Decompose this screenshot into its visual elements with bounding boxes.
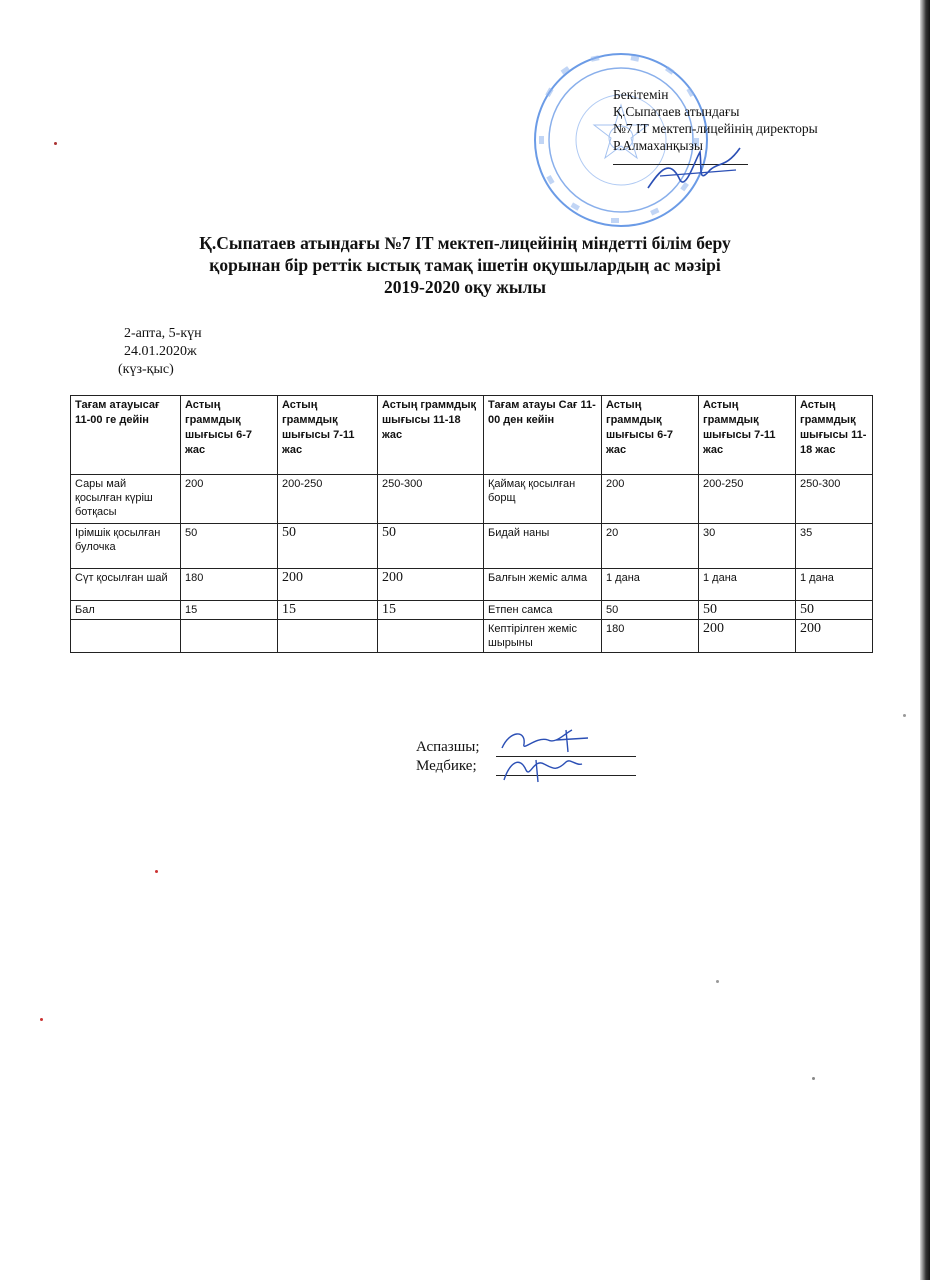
menu-table <box>70 395 873 653</box>
director-signature <box>640 140 750 195</box>
portion-cell: 20 <box>602 524 699 569</box>
dish-cell: Етпен самса <box>484 601 602 620</box>
header-cell: Астың граммдық шығысы 6-7 жас <box>181 396 278 475</box>
portion-cell: 15 <box>378 601 484 620</box>
season: (күз-қыс) <box>118 362 174 377</box>
approval-line: Қ.Сыпатаев атындағы <box>613 104 740 119</box>
dish-cell: Бидай наны <box>484 524 602 569</box>
table-row <box>71 524 873 569</box>
header-cell: Астың граммдық шығысы 11-18 жас <box>378 396 484 475</box>
header-cell: Астың граммдық шығысы 11-18 жас <box>796 396 873 475</box>
document-title <box>0 232 930 298</box>
approval-line: №7 IT мектеп-лицейінің директоры <box>613 121 818 136</box>
portion-cell: 1 дана <box>699 569 796 601</box>
portion-cell: 50 <box>796 601 873 620</box>
portion-cell: 200 <box>278 569 378 601</box>
title-line: 2019-2020 оқу жылы <box>384 277 546 297</box>
dish-cell: Бал <box>71 601 181 620</box>
title-line: Қ.Сыпатаев атындағы №7 IT мектеп-лицейінің міндетті білім беру <box>199 233 731 253</box>
portion-cell: 1 дана <box>602 569 699 601</box>
portion-cell: 180 <box>602 620 699 653</box>
header-cell: Тағам атауы Сағ 11-00 ден кейін <box>484 396 602 475</box>
table-row <box>71 620 873 653</box>
scan-speck <box>812 1077 815 1080</box>
dish-cell: Кептірілген жеміс шырыны <box>484 620 602 653</box>
portion-cell: 200-250 <box>278 475 378 524</box>
portion-cell: 200 <box>699 620 796 653</box>
header-cell: Астың граммдық шығысы 7-11 жас <box>699 396 796 475</box>
table-header-row <box>71 396 873 475</box>
dish-cell: Сүт қосылған шай <box>71 569 181 601</box>
dish-cell: Сары май қосылған күріш ботқасы <box>71 475 181 524</box>
header-cell: Астың граммдық шығысы 6-7 жас <box>602 396 699 475</box>
header-cell: Тағам атауысағ 11-00 ге дейін <box>71 396 181 475</box>
scan-speck <box>903 714 906 717</box>
table-row <box>71 475 873 524</box>
nurse-signature <box>496 752 586 784</box>
portion-cell: 35 <box>796 524 873 569</box>
menu-date: 24.01.2020ж <box>124 344 197 359</box>
scan-speck <box>54 142 57 145</box>
dish-cell: Балғын жеміс алма <box>484 569 602 601</box>
portion-cell: 200 <box>181 475 278 524</box>
portion-cell: 250-300 <box>796 475 873 524</box>
portion-cell <box>378 620 484 653</box>
portion-cell <box>278 620 378 653</box>
portion-cell: 15 <box>181 601 278 620</box>
approval-line: Бекітемін <box>613 87 669 102</box>
portion-cell: 50 <box>602 601 699 620</box>
dish-cell: Қаймақ қосылған борщ <box>484 475 602 524</box>
portion-cell: 50 <box>181 524 278 569</box>
approval-line: Р.Алмаханқызы <box>613 138 703 153</box>
scan-speck <box>155 870 158 873</box>
table-row <box>71 601 873 620</box>
nurse-label: Медбике; <box>416 758 477 774</box>
portion-cell: 1 дана <box>796 569 873 601</box>
scan-speck <box>40 1018 43 1021</box>
portion-cell: 180 <box>181 569 278 601</box>
portion-cell: 200 <box>796 620 873 653</box>
portion-cell <box>181 620 278 653</box>
header-cell: Астың граммдық шығысы 7-11 жас <box>278 396 378 475</box>
scan-speck <box>716 980 719 983</box>
title-line: қорынан бір реттік ыстық тамақ ішетін оқушылардың ас мәзірі <box>209 255 721 275</box>
portion-cell: 30 <box>699 524 796 569</box>
dish-cell: Ірімшік қосылған булочка <box>71 524 181 569</box>
menu-meta <box>118 325 202 379</box>
week-day: 2-апта, 5-күн <box>124 326 202 341</box>
dish-cell <box>71 620 181 653</box>
scan-edge <box>920 0 930 1280</box>
portion-cell: 200-250 <box>699 475 796 524</box>
portion-cell: 50 <box>699 601 796 620</box>
portion-cell: 50 <box>278 524 378 569</box>
portion-cell: 200 <box>602 475 699 524</box>
portion-cell: 250-300 <box>378 475 484 524</box>
cook-label: Аспазшы; <box>416 739 480 755</box>
portion-cell: 15 <box>278 601 378 620</box>
table-row <box>71 569 873 601</box>
portion-cell: 200 <box>378 569 484 601</box>
portion-cell: 50 <box>378 524 484 569</box>
